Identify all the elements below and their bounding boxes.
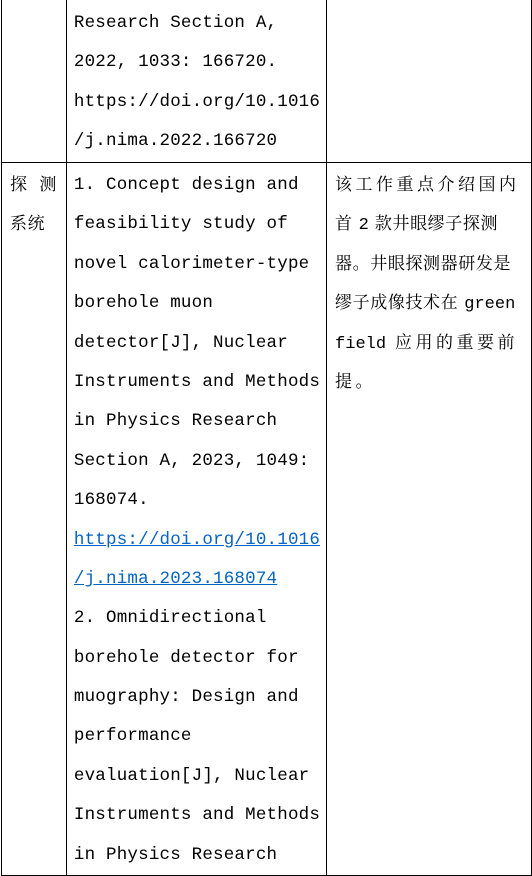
reference-line: Instruments and Methods	[73, 371, 321, 392]
note-line: 器。井眼探测器研发是	[335, 253, 512, 274]
category-label: 探 测	[10, 175, 60, 195]
reference-line: Instruments and Methods	[73, 805, 321, 826]
reference-line: feasibility study of	[73, 214, 288, 235]
note-line: 该工作重点介绍国内	[335, 175, 520, 195]
reference-line: Section A, 2023, 1049:	[73, 450, 310, 471]
achievement-table	[1, 0, 532, 876]
note-line: 提。	[335, 371, 377, 392]
reference-line: muography: Design and	[73, 687, 299, 708]
category-cell-empty	[2, 0, 67, 163]
reference-cell	[66, 0, 326, 163]
category-label: 系统	[10, 214, 46, 235]
reference-cell	[66, 163, 326, 876]
table-row-detection-system	[2, 163, 532, 876]
doi-text: https://doi.org/10.1016	[73, 91, 321, 112]
note-line: field 应用的重要前	[335, 332, 518, 354]
reference-line: 1. Concept design and	[73, 175, 299, 195]
doi-link[interactable]: https://doi.org/10.1016	[73, 529, 321, 550]
reference-line: 2. Omnidirectional	[73, 608, 267, 629]
reference-line: detector[J], Nuclear	[73, 332, 288, 353]
note-line: 缪子成像技术在 green	[335, 293, 516, 315]
doi-link[interactable]: /j.nima.2023.168074	[73, 568, 278, 589]
doi-text: /j.nima.2022.166720	[73, 131, 278, 152]
reference-line: in Physics Research	[73, 844, 278, 865]
reference-line: borehole muon	[73, 293, 214, 314]
table-row-continued	[2, 0, 532, 163]
reference-line: borehole detector for	[73, 647, 299, 668]
reference-line: Research Section A,	[73, 13, 278, 33]
reference-line: performance	[73, 726, 192, 747]
reference-line: 2022, 1033: 166720.	[73, 52, 278, 73]
note-cell	[327, 163, 532, 876]
reference-line: novel calorimeter-type	[73, 253, 310, 274]
reference-line: evaluation[J], Nuclear	[73, 765, 310, 786]
category-cell	[2, 163, 67, 876]
reference-line: in Physics Research	[73, 411, 278, 432]
note-cell-empty	[327, 0, 532, 163]
note-line: 首 2 款井眼缪子探测	[335, 214, 499, 236]
reference-line: 168074.	[73, 490, 149, 511]
